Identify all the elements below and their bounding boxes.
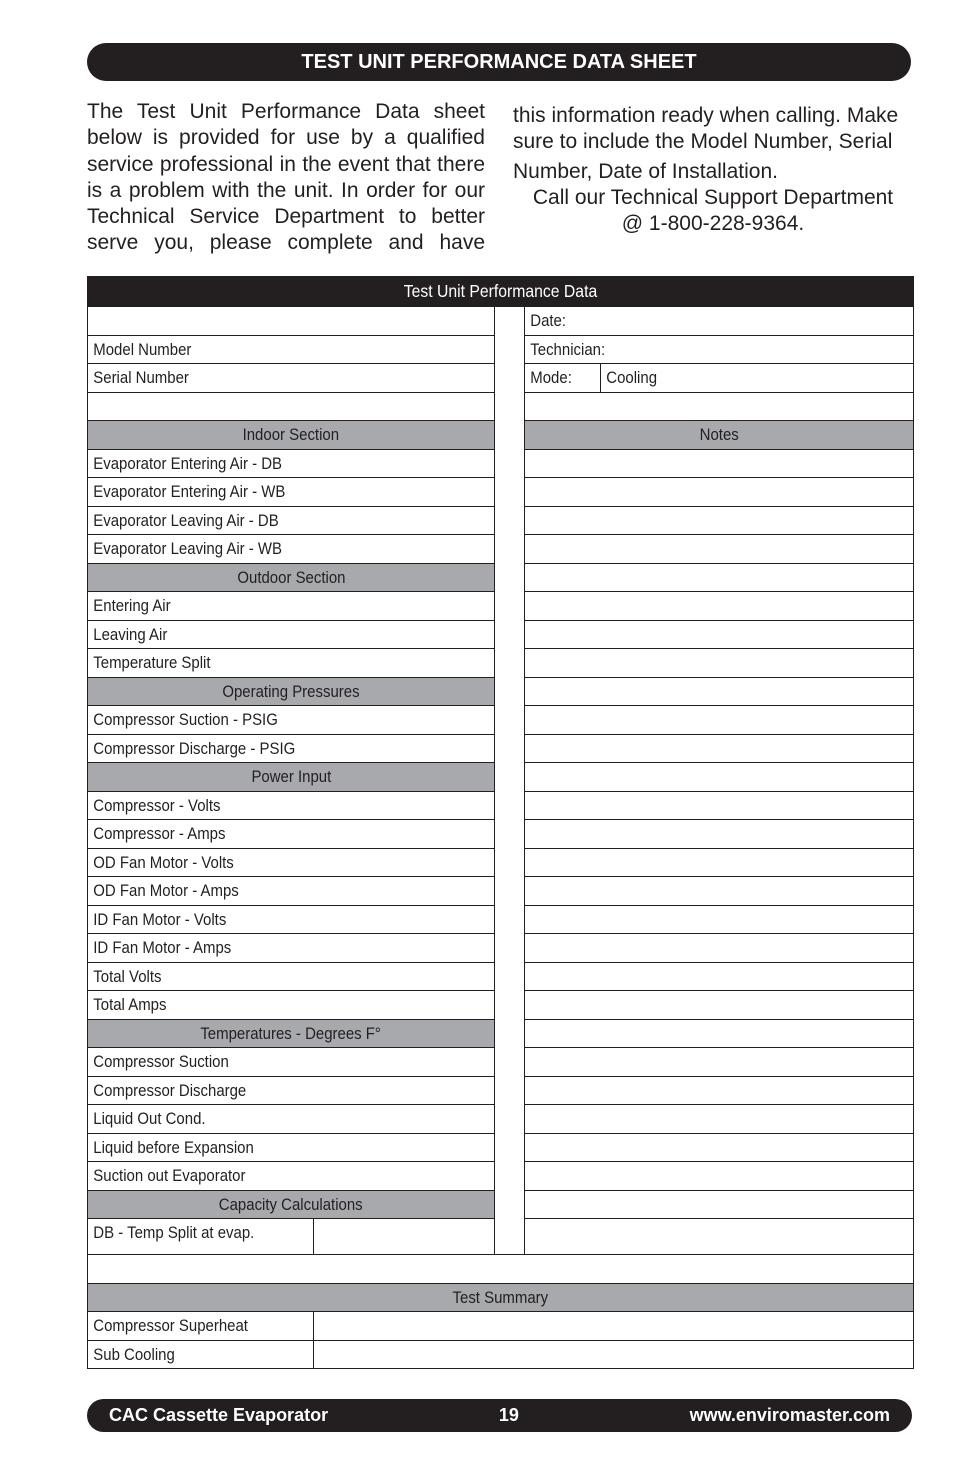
notes-entry-cell[interactable] bbox=[524, 933, 914, 963]
table-row bbox=[87, 449, 494, 478]
row-label-cell bbox=[87, 1104, 495, 1134]
table-row bbox=[87, 477, 494, 506]
column-gap bbox=[494, 306, 525, 1255]
row-label: Suction out Evaporator bbox=[93, 1166, 246, 1185]
notes-line bbox=[524, 534, 913, 563]
field-label: Technician: bbox=[530, 339, 606, 359]
notes-line bbox=[524, 1218, 913, 1254]
notes-entry-cell[interactable] bbox=[524, 648, 914, 678]
table-title-bar bbox=[87, 276, 914, 307]
notes-line bbox=[524, 591, 913, 620]
table-row bbox=[87, 506, 494, 535]
table-row bbox=[87, 1076, 494, 1105]
section-header-cell bbox=[87, 1019, 495, 1049]
intro-paragraph-left: The Test Unit Performance Data sheet below is provided for use by a qualified service professional in the event that there is a problem with the unit. In order for our Technical Service Department to better serve you, please complete and have bbox=[87, 100, 485, 255]
mode-label-cell bbox=[524, 363, 601, 393]
table-row bbox=[87, 705, 494, 734]
notes-entry-cell[interactable] bbox=[524, 905, 914, 935]
section-header-cell bbox=[87, 677, 495, 707]
row-label-cell bbox=[87, 705, 495, 735]
page-title: TEST UNIT PERFORMANCE DATA SHEET bbox=[301, 50, 697, 73]
row-label-cell bbox=[87, 477, 495, 507]
mode-value-cell[interactable] bbox=[600, 363, 914, 393]
table-row bbox=[87, 1047, 494, 1076]
notes-entry-cell[interactable] bbox=[524, 477, 914, 507]
notes-line bbox=[524, 990, 913, 1019]
summary-value-cell[interactable] bbox=[313, 1340, 914, 1370]
summary-label: Sub Cooling bbox=[93, 1344, 175, 1364]
section-header-row bbox=[87, 563, 494, 592]
notes-line bbox=[524, 705, 913, 734]
row-label-cell bbox=[87, 648, 495, 678]
section-header-row bbox=[87, 762, 494, 791]
notes-line bbox=[524, 1161, 913, 1190]
summary-row bbox=[87, 1254, 913, 1283]
notes-entry-cell[interactable] bbox=[524, 1133, 914, 1163]
blank-cell[interactable] bbox=[87, 1254, 914, 1284]
row-label: Evaporator Leaving Air - WB bbox=[93, 539, 283, 558]
table-row bbox=[87, 648, 494, 677]
table-row bbox=[87, 876, 494, 905]
notes-entry-cell[interactable] bbox=[524, 620, 914, 650]
row-label: Liquid before Expansion bbox=[93, 1137, 254, 1157]
notes-line bbox=[524, 1104, 913, 1133]
summary-header-cell bbox=[87, 1283, 914, 1313]
row-label: Temperature Split bbox=[93, 653, 211, 672]
table-row bbox=[87, 306, 494, 335]
row-label-cell bbox=[87, 819, 495, 849]
section-header-row bbox=[87, 1019, 494, 1048]
notes-entry-cell[interactable] bbox=[524, 506, 914, 536]
notes-entry-cell[interactable] bbox=[524, 591, 914, 621]
blank-cell[interactable] bbox=[87, 306, 495, 336]
row-label-cell bbox=[87, 962, 495, 992]
row-label: Compressor Suction bbox=[93, 1052, 229, 1071]
section-header-cell bbox=[87, 762, 495, 792]
section-title: Indoor Section bbox=[242, 425, 340, 444]
notes-entry-cell[interactable] bbox=[524, 534, 914, 564]
table-row bbox=[87, 734, 494, 763]
table-row bbox=[87, 962, 494, 991]
row-label-cell bbox=[87, 1076, 495, 1106]
section-header-cell bbox=[87, 420, 495, 450]
row-label-cell bbox=[87, 876, 495, 906]
table-title: Test Unit Performance Data bbox=[403, 281, 598, 301]
notes-line bbox=[524, 677, 913, 706]
mode-label: Mode: bbox=[530, 368, 572, 387]
table-row bbox=[524, 306, 913, 335]
table-row bbox=[87, 933, 494, 962]
row-label: ID Fan Motor - Volts bbox=[93, 909, 227, 929]
row-label-cell bbox=[87, 848, 495, 878]
notes-line bbox=[524, 1047, 913, 1076]
table-row bbox=[87, 392, 494, 421]
table-row bbox=[87, 1218, 494, 1254]
notes-entry-cell[interactable] bbox=[524, 1076, 914, 1106]
table-row bbox=[87, 335, 494, 364]
notes-line bbox=[524, 1076, 913, 1105]
notes-entry-cell[interactable] bbox=[524, 1161, 914, 1191]
intro-paragraph-right bbox=[513, 103, 913, 237]
notes-entry-cell[interactable] bbox=[524, 734, 914, 764]
notes-line bbox=[524, 506, 913, 535]
table-row bbox=[87, 534, 494, 563]
notes-entry-cell[interactable] bbox=[524, 449, 914, 479]
notes-header-cell bbox=[524, 420, 914, 450]
notes-entry-cell[interactable] bbox=[524, 990, 914, 1020]
notes-line bbox=[524, 762, 913, 791]
row-label-cell bbox=[87, 1047, 495, 1077]
row-label-cell bbox=[87, 506, 495, 536]
notes-line bbox=[524, 449, 913, 478]
table-row bbox=[87, 819, 494, 848]
row-label-cell bbox=[87, 1133, 495, 1163]
section-header-row bbox=[87, 1190, 494, 1219]
summary-label-cell bbox=[87, 1311, 314, 1341]
table-row bbox=[87, 848, 494, 877]
section-title: Temperatures - Degrees F° bbox=[200, 1023, 382, 1043]
notes-line bbox=[524, 1133, 913, 1162]
notes-entry-cell[interactable] bbox=[524, 876, 914, 906]
row-label-cell bbox=[87, 905, 495, 935]
summary-label-cell bbox=[87, 1340, 314, 1370]
notes-entry-cell[interactable] bbox=[524, 563, 914, 593]
row-label: ID Fan Motor - Amps bbox=[93, 938, 232, 957]
field-label: Date: bbox=[530, 311, 567, 330]
notes-line bbox=[524, 848, 913, 877]
notes-line bbox=[524, 620, 913, 649]
row-label: Evaporator Entering Air - WB bbox=[93, 482, 286, 501]
row-label: Compressor - Volts bbox=[93, 795, 221, 815]
row-label-cell bbox=[87, 990, 495, 1020]
notes-line bbox=[524, 563, 913, 592]
notes-line bbox=[524, 648, 913, 677]
row-label: Compressor Discharge - PSIG bbox=[93, 738, 296, 758]
summary-row bbox=[87, 1311, 913, 1340]
row-label-cell bbox=[87, 791, 495, 821]
summary-label: Compressor Superheat bbox=[93, 1316, 248, 1335]
row-label-cell bbox=[87, 335, 495, 365]
table-row bbox=[524, 363, 913, 392]
section-header-cell bbox=[87, 563, 495, 593]
notes-entry-cell[interactable] bbox=[524, 762, 914, 792]
field-label-cell bbox=[524, 335, 914, 365]
notes-line bbox=[524, 734, 913, 763]
row-label: DB - Temp Split at evap. bbox=[93, 1223, 255, 1242]
summary-row bbox=[87, 1340, 913, 1369]
section-title: Capacity Calculations bbox=[219, 1194, 363, 1214]
section-header-row bbox=[87, 420, 494, 449]
row-label: OD Fan Motor - Amps bbox=[93, 881, 239, 900]
section-header-cell bbox=[87, 1190, 495, 1220]
row-label-cell bbox=[87, 449, 495, 479]
mode-value: Cooling bbox=[606, 368, 658, 387]
intro-line: sure to include the Model Number, Serial bbox=[513, 130, 893, 154]
notes-line bbox=[524, 876, 913, 905]
table-row bbox=[87, 620, 494, 649]
notes-entry-cell[interactable] bbox=[524, 392, 914, 422]
row-label-cell bbox=[87, 591, 495, 621]
row-label: Model Number bbox=[93, 339, 192, 359]
notes-line bbox=[524, 392, 913, 421]
notes-line bbox=[524, 791, 913, 820]
row-label: Evaporator Entering Air - DB bbox=[93, 453, 283, 473]
intro-line: this information ready when calling. Make bbox=[513, 104, 899, 127]
row-label-cell bbox=[87, 534, 495, 564]
row-label: Total Amps bbox=[93, 995, 167, 1014]
notes-entry-cell[interactable] bbox=[524, 819, 914, 849]
table-row bbox=[87, 1161, 494, 1190]
footer-website: www.enviromaster.com bbox=[689, 1405, 890, 1425]
row-label-cell bbox=[87, 1161, 495, 1191]
notes-line bbox=[524, 819, 913, 848]
notes-entry-cell[interactable] bbox=[524, 1104, 914, 1134]
row-label: Evaporator Leaving Air - DB bbox=[93, 510, 279, 530]
row-label-cell bbox=[87, 734, 495, 764]
row-label: Compressor - Amps bbox=[93, 824, 226, 843]
summary-title: Test Summary bbox=[452, 1287, 549, 1307]
notes-entry-cell[interactable] bbox=[524, 677, 914, 707]
table-row bbox=[87, 791, 494, 820]
notes-line bbox=[524, 1019, 913, 1048]
notes-line bbox=[524, 477, 913, 506]
table-row bbox=[87, 990, 494, 1019]
footer-page-number: 19 bbox=[498, 1405, 519, 1425]
section-header-row bbox=[87, 677, 494, 706]
page-header-bar bbox=[87, 43, 911, 81]
notes-entry-cell[interactable] bbox=[524, 848, 914, 878]
row-label-cell bbox=[87, 620, 495, 650]
notes-entry-cell[interactable] bbox=[524, 705, 914, 735]
page-footer-bar bbox=[87, 1399, 912, 1432]
row-label: Serial Number bbox=[93, 368, 189, 387]
notes-entry-cell[interactable] bbox=[524, 1218, 914, 1255]
table-row bbox=[87, 905, 494, 934]
footer-product: CAC Cassette Evaporator bbox=[109, 1405, 329, 1425]
support-line: Call our Technical Support Department bbox=[532, 185, 894, 209]
notes-entry-cell[interactable] bbox=[524, 1047, 914, 1077]
row-label: OD Fan Motor - Volts bbox=[93, 852, 234, 872]
table-row bbox=[87, 591, 494, 620]
notes-line bbox=[524, 905, 913, 934]
table-row bbox=[87, 1104, 494, 1133]
row-label: Leaving Air bbox=[93, 624, 168, 644]
row-label-cell bbox=[87, 363, 495, 393]
notes-entry-cell[interactable] bbox=[524, 962, 914, 992]
section-title: Operating Pressures bbox=[222, 681, 360, 701]
row-label-cell bbox=[87, 1218, 314, 1255]
notes-line bbox=[524, 1190, 913, 1219]
blank-cell[interactable] bbox=[87, 392, 495, 422]
row-label: Total Volts bbox=[93, 966, 162, 986]
notes-line bbox=[524, 933, 913, 962]
value-cell[interactable] bbox=[313, 1218, 495, 1255]
row-label: Compressor Suction - PSIG bbox=[93, 710, 278, 729]
field-label-cell bbox=[524, 306, 914, 336]
notes-entry-cell[interactable] bbox=[524, 1190, 914, 1220]
summary-value-cell[interactable] bbox=[313, 1311, 914, 1341]
section-title: Outdoor Section bbox=[236, 567, 346, 587]
notes-entry-cell[interactable] bbox=[524, 1019, 914, 1049]
row-label-cell bbox=[87, 933, 495, 963]
row-label: Compressor Discharge bbox=[93, 1080, 247, 1100]
notes-header-row bbox=[524, 420, 913, 449]
intro-line: Number, Date of Installation. bbox=[513, 159, 778, 183]
notes-title: Notes bbox=[699, 425, 739, 444]
row-label: Entering Air bbox=[93, 596, 171, 615]
table-row bbox=[87, 363, 494, 392]
row-label: Liquid Out Cond. bbox=[93, 1109, 206, 1128]
phone-line: @ 1-800-228-9364. bbox=[621, 212, 805, 236]
section-title: Power Input bbox=[251, 767, 331, 786]
summary-row bbox=[87, 1283, 913, 1312]
table-row bbox=[524, 335, 913, 364]
table-row bbox=[87, 1133, 494, 1162]
notes-entry-cell[interactable] bbox=[524, 791, 914, 821]
notes-line bbox=[524, 962, 913, 991]
